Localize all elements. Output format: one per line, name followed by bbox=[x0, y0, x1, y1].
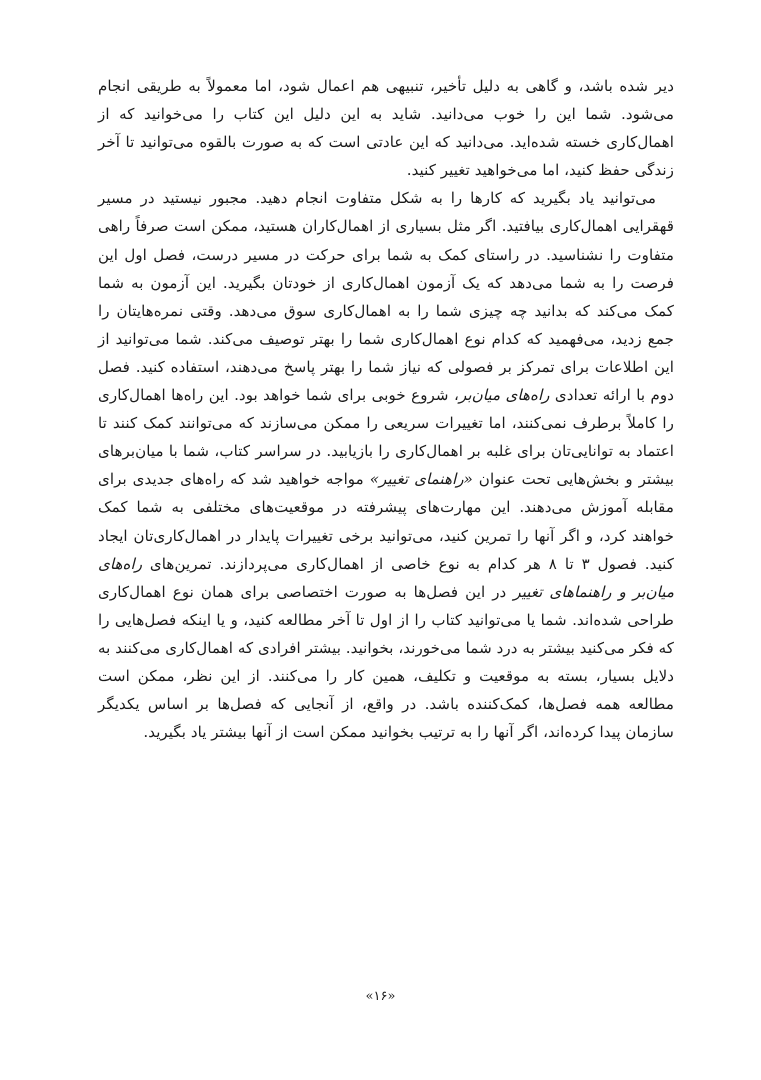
body-text bbox=[98, 72, 674, 746]
paragraph-1-text: دیر شده باشد، و گاهی به دلیل تأخیر، تنبیهی هم اعمال شود، اما معمولاً به طریقی انجام می‌شود. شما این را خوب می‌دانید. شاید به این دلیل این کتاب را می‌خوانید که از اهمال‌کاری خسته شده‌اید. می‌دانید که این عادتی است که به صورت بالقوه می‌توانید تا آخر زندگی حفظ کنید، اما می‌خواهید تغییر کنید. bbox=[98, 77, 674, 180]
paragraph-continued bbox=[98, 72, 674, 184]
italic-term-shortcuts: راه‌های میان‌بر bbox=[458, 386, 550, 405]
paragraph-2-text-a: می‌توانید یاد بگیرید که کارها را به شکل متفاوت انجام دهید. مجبور نیستید در مسیر قهقرایی اهمال‌کاری بیافتید. اگر مثل بسیاری از اهمال‌کاران هستید، ممکن است صرفاً راهی متفاوت را نشناسید. در راستای کمک به شما برای حرکت در مسیر درست، فصل اول این فرصت را به شما می‌دهد که یک آزمون اهمال‌کاری از خودتان بگیرید. این آزمون به شما کمک می‌کند که بدانید چه چیزی شما را به اهمال‌کاری سوق می‌دهد. وقتی نمره‌هایتان را جمع زدید، می‌فهمید که کدام نوع اهمال‌کاری شما را بهتر توصیف می‌کند. شما می‌توانید از این اطلاعات برای تمرکز بر فصولی که نیاز شما را بهتر پاسخ می‌دهند، استفاده کنید. فصل دوم با ارائه تعدادی bbox=[98, 189, 675, 405]
paragraph-2-text-d: در این فصل‌ها به صورت اختصاصی برای همان نوع اهمال‌کاری طراحی شده‌اند. شما یا می‌توانید کتاب را از اول تا آخر مطالعه کنید، و یا اینکه فصل‌هایی را که فکر می‌کنید بیشتر به درد شما می‌خورند، بخوانید. بیشتر افرادی که اهمال‌کاری می‌کنند به دلایل بسیار، بسته به موقعیت و تکلیف، همین کار را می‌کنند. از این نظر، ممکن است مطالعه همه فصل‌ها، کمک‌کننده باشد. در واقع، از آنجایی که فصل‌ها بر اساس یکدیگر سازمان پیدا کرده‌اند، اگر آنها را به ترتیب بخوانید ممکن است از آنها بیشتر یاد بگیرید. bbox=[98, 582, 674, 742]
paragraph-main bbox=[98, 184, 674, 746]
paragraph-2-text-c: مواجه خواهید شد که راه‌های جدیدی برای مقابله آموزش می‌دهند. این مهارت‌های پیشرفته در موقعیت‌های مختلفی به شما کمک خواهند کرد، و اگر آنها را تمرین کنید، می‌توانید برخی تغییرات پایدار در اهمال‌کاری‌تان ایجاد کنید. فصول ۳ تا ۸ هر کدام به نوع خاصی از اهمال‌کاری می‌پردازند. تمرین‌های bbox=[98, 470, 674, 573]
page-number: «۱۶» bbox=[365, 989, 396, 1004]
italic-term-change-guide: «راهنمای تغییر» bbox=[369, 470, 473, 489]
paragraph-2-text-b: ، شروع خوبی برای شما خواهد بود. این راه‌ها اهمال‌کاری را کاملاً برطرف نمی‌کنند، اما تغییرات سریعی را ممکن می‌سازند که می‌توانند کمک کنند تا اعتماد به توانایی‌تان برای غلبه بر اهمال‌کاری را بازیابید. در سراسر کتاب، شما با میان‌برهای بیشتر و بخش‌هایی تحت عنوان bbox=[98, 386, 674, 489]
italic-term-shortcuts-and-guides: راه‌های میان‌بر و راهنماهای تغییر bbox=[98, 554, 674, 601]
